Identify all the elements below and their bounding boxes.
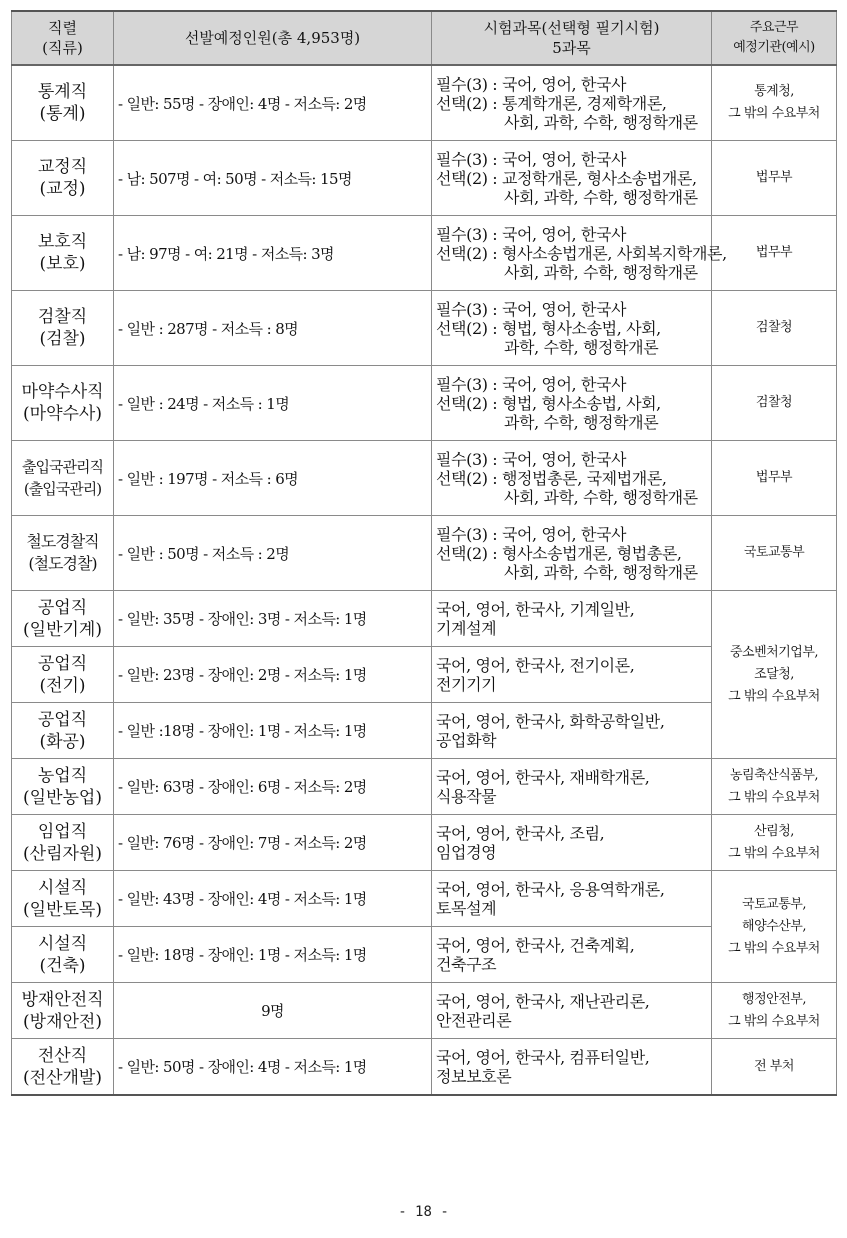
job-name: 통계직 bbox=[37, 82, 88, 102]
agency-cell bbox=[712, 815, 837, 871]
header-job-line: (직류) bbox=[42, 39, 83, 57]
subjects-cell bbox=[432, 441, 712, 516]
subject-line: 선택(2) : 형법, 형사소송법, 사회, bbox=[436, 393, 661, 413]
subject-line: 정보보호론 bbox=[436, 1066, 512, 1086]
table-row bbox=[12, 871, 837, 927]
job-cell bbox=[12, 516, 114, 591]
job-cell bbox=[12, 216, 114, 291]
subject-line: 토목설계 bbox=[436, 898, 497, 918]
quota-cell: - 남: 507명 - 여: 50명 - 저소득: 15명 bbox=[114, 141, 432, 216]
agency-line: 그 밖의 수요부처 bbox=[728, 106, 820, 121]
job-name: 시설직 bbox=[37, 877, 88, 898]
agency-cell bbox=[712, 591, 837, 759]
subject-line: 사회, 과학, 수학, 행정학개론 bbox=[504, 562, 698, 582]
job-class: (마약수사) bbox=[23, 404, 102, 424]
agency-line: 통계청, bbox=[754, 84, 794, 99]
agency-line: 중소벤처기업부, bbox=[729, 644, 819, 660]
subject-line: 선택(2) : 통계학개론, 경제학개론, bbox=[436, 93, 667, 113]
job-cell bbox=[12, 65, 114, 141]
subjects-cell bbox=[432, 815, 712, 871]
job-cell bbox=[12, 815, 114, 871]
subject-line: 선택(2) : 교정학개론, 형사소송법개론, bbox=[436, 168, 697, 188]
subjects-cell bbox=[432, 591, 712, 647]
job-cell bbox=[12, 983, 114, 1039]
agency-cell bbox=[712, 871, 837, 983]
table-row bbox=[12, 815, 837, 871]
subject-line: 사회, 과학, 수학, 행정학개론 bbox=[504, 487, 698, 507]
subject-line: 필수(3) : 국어, 영어, 한국사 bbox=[436, 449, 627, 469]
agency-line: 국토교통부, bbox=[742, 896, 806, 912]
subjects-cell bbox=[432, 983, 712, 1039]
agency-line: 국토교통부 bbox=[743, 545, 805, 560]
agency-line: 검찰청 bbox=[755, 395, 793, 410]
agency-line: 그 밖의 수요부처 bbox=[728, 845, 820, 861]
subject-line: 필수(3) : 국어, 영어, 한국사 bbox=[436, 374, 627, 394]
job-name: 전산직 bbox=[37, 1045, 88, 1066]
agency-line: 전 부처 bbox=[754, 1058, 794, 1074]
subject-line: 국어, 영어, 한국사, 조림, bbox=[436, 823, 605, 843]
job-class: (일반기계) bbox=[23, 619, 102, 640]
job-name: 농업직 bbox=[37, 765, 88, 786]
subjects-cell bbox=[432, 291, 712, 366]
subject-line: 선택(2) : 형사소송법개론, 사회복지학개론, bbox=[436, 243, 727, 263]
subject-line: 선택(2) : 형사소송법개론, 형법총론, bbox=[436, 543, 682, 563]
job-name: 마약수사직 bbox=[21, 382, 104, 402]
job-cell bbox=[12, 871, 114, 927]
job-cell bbox=[12, 291, 114, 366]
job-cell bbox=[12, 141, 114, 216]
job-name: 철도경찰직 bbox=[26, 532, 99, 551]
agency-line: 법무부 bbox=[755, 245, 793, 260]
job-cell bbox=[12, 366, 114, 441]
subjects-cell bbox=[432, 141, 712, 216]
subjects-cell bbox=[432, 927, 712, 983]
agency-line: 법무부 bbox=[755, 170, 793, 185]
quota-cell: - 일반: 35명 - 장애인: 3명 - 저소득: 1명 bbox=[114, 591, 432, 647]
quota-cell: - 일반: 23명 - 장애인: 2명 - 저소득: 1명 bbox=[114, 647, 432, 703]
quota-cell: - 남: 97명 - 여: 21명 - 저소득: 3명 bbox=[114, 216, 432, 291]
agency-cell bbox=[712, 366, 837, 441]
job-cell bbox=[12, 759, 114, 815]
subject-line: 필수(3) : 국어, 영어, 한국사 bbox=[436, 74, 627, 94]
job-name: 교정직 bbox=[37, 157, 88, 177]
agency-line: 그 밖의 수요부처 bbox=[728, 789, 820, 805]
subject-line: 사회, 과학, 수학, 행정학개론 bbox=[504, 262, 698, 282]
subjects-cell bbox=[432, 366, 712, 441]
table-row bbox=[12, 591, 837, 647]
job-class: (출입국관리) bbox=[23, 480, 102, 498]
subjects-cell bbox=[432, 759, 712, 815]
agency-line: 산림청, bbox=[754, 823, 794, 839]
header-subjects bbox=[432, 11, 712, 65]
job-class: (보호) bbox=[39, 254, 86, 274]
subjects-cell bbox=[432, 216, 727, 291]
job-class: (전산개발) bbox=[23, 1067, 102, 1088]
job-cell bbox=[12, 1039, 114, 1096]
quota-cell: - 일반 : 50명 - 저소득 : 2명 bbox=[114, 516, 432, 591]
subject-line: 사회, 과학, 수학, 행정학개론 bbox=[504, 187, 698, 207]
job-class: (산림자원) bbox=[23, 843, 102, 864]
subject-line: 국어, 영어, 한국사, 컴퓨터일반, bbox=[436, 1047, 650, 1067]
agency-cell bbox=[712, 65, 837, 141]
job-cell bbox=[12, 927, 114, 983]
agency-line: 행정안전부, bbox=[742, 991, 806, 1007]
table-row bbox=[12, 366, 837, 441]
job-class: (일반농업) bbox=[23, 787, 102, 808]
header-agency-line: 예정기관(예시) bbox=[733, 40, 815, 55]
subjects-cell bbox=[432, 703, 712, 759]
quota-cell: - 일반: 76명 - 장애인: 7명 - 저소득: 2명 bbox=[114, 815, 432, 871]
agency-cell bbox=[712, 216, 837, 291]
agency-cell bbox=[712, 1039, 837, 1096]
quota-cell: - 일반: 43명 - 장애인: 4명 - 저소득: 1명 bbox=[114, 871, 432, 927]
subject-line: 국어, 영어, 한국사, 건축계획, bbox=[436, 935, 635, 955]
header-subjects-line: 5과목 bbox=[552, 39, 591, 57]
subjects-cell bbox=[432, 65, 712, 141]
quota-cell: - 일반 :18명 - 장애인: 1명 - 저소득: 1명 bbox=[114, 703, 432, 759]
quota-cell: - 일반 : 24명 - 저소득 : 1명 bbox=[114, 366, 432, 441]
subject-line: 필수(3) : 국어, 영어, 한국사 bbox=[436, 149, 627, 169]
job-class: (통계) bbox=[39, 104, 86, 124]
subject-line: 안전관리론 bbox=[436, 1010, 512, 1030]
job-cell bbox=[12, 647, 114, 703]
job-name: 공업직 bbox=[37, 653, 88, 674]
job-name: 출입국관리직 bbox=[22, 458, 103, 476]
agency-line: 법무부 bbox=[755, 470, 793, 485]
subject-line: 국어, 영어, 한국사, 재난관리론, bbox=[436, 991, 650, 1011]
subjects-cell bbox=[432, 647, 712, 703]
subject-line: 사회, 과학, 수학, 행정학개론 bbox=[504, 112, 698, 132]
subject-line: 식용작물 bbox=[436, 786, 497, 806]
subject-line: 국어, 영어, 한국사, 전기이론, bbox=[436, 655, 635, 675]
job-name: 보호직 bbox=[37, 232, 88, 252]
agency-cell bbox=[712, 141, 837, 216]
agency-line: 그 밖의 수요부처 bbox=[728, 1013, 820, 1029]
agency-cell bbox=[712, 983, 837, 1039]
subject-line: 국어, 영어, 한국사, 재배학개론, bbox=[436, 767, 650, 787]
job-name: 방재안전직 bbox=[21, 989, 104, 1010]
quota-cell: 9명 bbox=[114, 983, 432, 1039]
table-row bbox=[12, 216, 837, 291]
job-class: (전기) bbox=[39, 675, 86, 696]
subject-line: 필수(3) : 국어, 영어, 한국사 bbox=[436, 224, 627, 244]
quota-cell: - 일반: 18명 - 장애인: 1명 - 저소득: 1명 bbox=[114, 927, 432, 983]
agency-line: 해양수산부, bbox=[742, 918, 806, 934]
agency-cell bbox=[712, 441, 837, 516]
header-agency-line: 주요근무 bbox=[749, 20, 799, 35]
subject-line: 필수(3) : 국어, 영어, 한국사 bbox=[436, 299, 627, 319]
job-name: 공업직 bbox=[37, 597, 88, 618]
subject-line: 건축구조 bbox=[436, 954, 497, 974]
header-job bbox=[12, 11, 114, 65]
subject-line: 선택(2) : 형법, 형사소송법, 사회, bbox=[436, 318, 661, 338]
subject-line: 과학, 수학, 행정학개론 bbox=[504, 412, 659, 432]
job-class: (철도경찰) bbox=[28, 554, 97, 573]
subject-line: 국어, 영어, 한국사, 응용역학개론, bbox=[436, 879, 665, 899]
header-agency bbox=[712, 11, 837, 65]
table-row bbox=[12, 441, 837, 516]
quota-cell: - 일반 : 287명 - 저소득 : 8명 bbox=[114, 291, 432, 366]
table-row bbox=[12, 1039, 837, 1096]
table-row bbox=[12, 983, 837, 1039]
job-name: 시설직 bbox=[37, 933, 88, 954]
agency-line: 그 밖의 수요부처 bbox=[728, 688, 820, 704]
subject-line: 국어, 영어, 한국사, 화학공학일반, bbox=[436, 711, 665, 731]
subject-line: 임업경영 bbox=[436, 842, 497, 862]
subjects-cell bbox=[432, 1039, 712, 1096]
recruitment-table bbox=[11, 10, 837, 1096]
job-name: 공업직 bbox=[37, 709, 88, 730]
table-row bbox=[12, 759, 837, 815]
header-quota: 선발예정인원(총 4,953명) bbox=[114, 11, 432, 65]
job-cell bbox=[12, 591, 114, 647]
quota-cell: - 일반 : 197명 - 저소득 : 6명 bbox=[114, 441, 432, 516]
subject-line: 필수(3) : 국어, 영어, 한국사 bbox=[436, 524, 627, 544]
subject-line: 기계설계 bbox=[436, 618, 497, 638]
subject-line: 선택(2) : 행정법총론, 국제법개론, bbox=[436, 468, 667, 488]
job-class: (검찰) bbox=[39, 329, 86, 349]
quota-cell: - 일반: 50명 - 장애인: 4명 - 저소득: 1명 bbox=[114, 1039, 432, 1096]
table-row bbox=[12, 141, 837, 216]
table-row bbox=[12, 291, 837, 366]
agency-line: 조달청, bbox=[754, 666, 794, 682]
agency-cell bbox=[712, 291, 837, 366]
table-row bbox=[12, 516, 837, 591]
subject-line: 전기기기 bbox=[436, 674, 497, 694]
header-subjects-line: 시험과목(선택형 필기시험) bbox=[483, 19, 660, 37]
subject-line: 국어, 영어, 한국사, 기계일반, bbox=[436, 599, 635, 619]
job-name: 임업직 bbox=[37, 821, 88, 842]
table-header-row bbox=[12, 11, 837, 65]
agency-line: 검찰청 bbox=[755, 320, 793, 335]
job-class: (일반토목) bbox=[23, 899, 102, 920]
agency-line: 그 밖의 수요부처 bbox=[728, 940, 820, 956]
job-name: 검찰직 bbox=[37, 307, 88, 327]
job-cell bbox=[12, 703, 114, 759]
agency-line: 농림축산식품부, bbox=[729, 767, 819, 783]
job-cell bbox=[12, 441, 114, 516]
agency-cell bbox=[712, 759, 837, 815]
job-class: (방재안전) bbox=[23, 1011, 102, 1032]
job-class: (건축) bbox=[39, 955, 86, 976]
agency-cell bbox=[712, 516, 837, 591]
subjects-cell bbox=[432, 516, 712, 591]
subjects-cell bbox=[432, 871, 712, 927]
subject-line: 공업화학 bbox=[436, 730, 497, 750]
quota-cell: - 일반: 55명 - 장애인: 4명 - 저소득: 2명 bbox=[114, 65, 432, 141]
page-number: - 18 - bbox=[398, 1204, 449, 1220]
quota-cell: - 일반: 63명 - 장애인: 6명 - 저소득: 2명 bbox=[114, 759, 432, 815]
subject-line: 과학, 수학, 행정학개론 bbox=[504, 337, 659, 357]
header-job-line: 직렬 bbox=[48, 19, 77, 37]
table-row bbox=[12, 65, 837, 141]
job-class: (화공) bbox=[39, 731, 86, 752]
job-class: (교정) bbox=[39, 179, 86, 199]
